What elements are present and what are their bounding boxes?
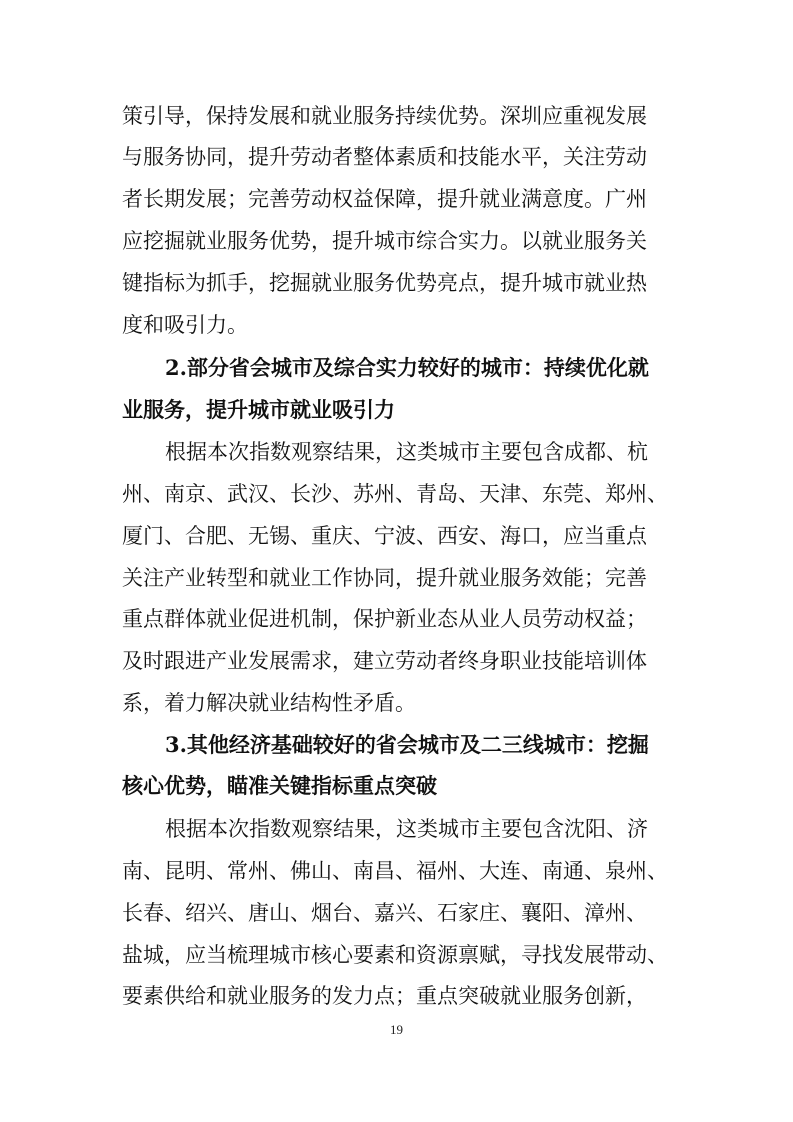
text-line: 要素供给和就业服务的发力点；重点突破就业服务创新， [122,984,647,1008]
text-line: 键指标为抓手，挖掘就业服务优势亮点，提升城市就业热 [122,271,647,295]
text-line: 厦门、合肥、无锡、重庆、宁波、西安、海口，应当重点 [122,524,647,548]
paragraph-first-line: 根据本次指数观察结果，这类城市主要包含沈阳、济 [165,817,648,841]
section-heading: 3.其他经济基础较好的省会城市及二三线城市：挖掘 [165,732,649,757]
text-line: 者长期发展；完善劳动权益保障，提升就业满意度。广州 [122,187,647,211]
text-line: 度和吸引力。 [122,313,248,337]
section-heading: 2.部分省会城市及综合实力较好的城市：持续优化就 [165,355,649,380]
text-line: 关注产业转型和就业工作协同，提升就业服务效能；完善 [122,566,647,590]
page-number: 19 [390,1022,403,1037]
text-line: 重点群体就业促进机制，保护新业态从业人员劳动权益； [122,607,647,631]
text-line: 南、昆明、常州、佛山、南昌、福州、大连、南通、泉州、 [122,859,668,883]
section-heading: 业服务，提升城市就业吸引力 [122,397,395,422]
text-line: 长春、绍兴、唐山、烟台、嘉兴、石家庄、襄阳、漳州、 [122,901,647,925]
text-line: 盐城，应当梳理城市核心要素和资源禀赋，寻找发展带动、 [122,943,668,967]
text-line: 与服务协同，提升劳动者整体素质和技能水平，关注劳动 [122,145,647,169]
text-line: 及时跟进产业发展需求，建立劳动者终身职业技能培训体 [122,649,647,673]
paragraph-first-line: 根据本次指数观察结果，这类城市主要包含成都、杭 [165,440,648,464]
text-line: 州、南京、武汉、长沙、苏州、青岛、天津、东莞、郑州、 [122,482,668,506]
text-line: 策引导，保持发展和就业服务持续优势。深圳应重视发展 [122,104,647,128]
section-heading: 核心优势，瞄准关键指标重点突破 [122,773,437,798]
text-line: 应挖掘就业服务优势，提升城市综合实力。以就业服务关 [122,229,647,253]
text-line: 系，着力解决就业结构性矛盾。 [122,691,416,715]
